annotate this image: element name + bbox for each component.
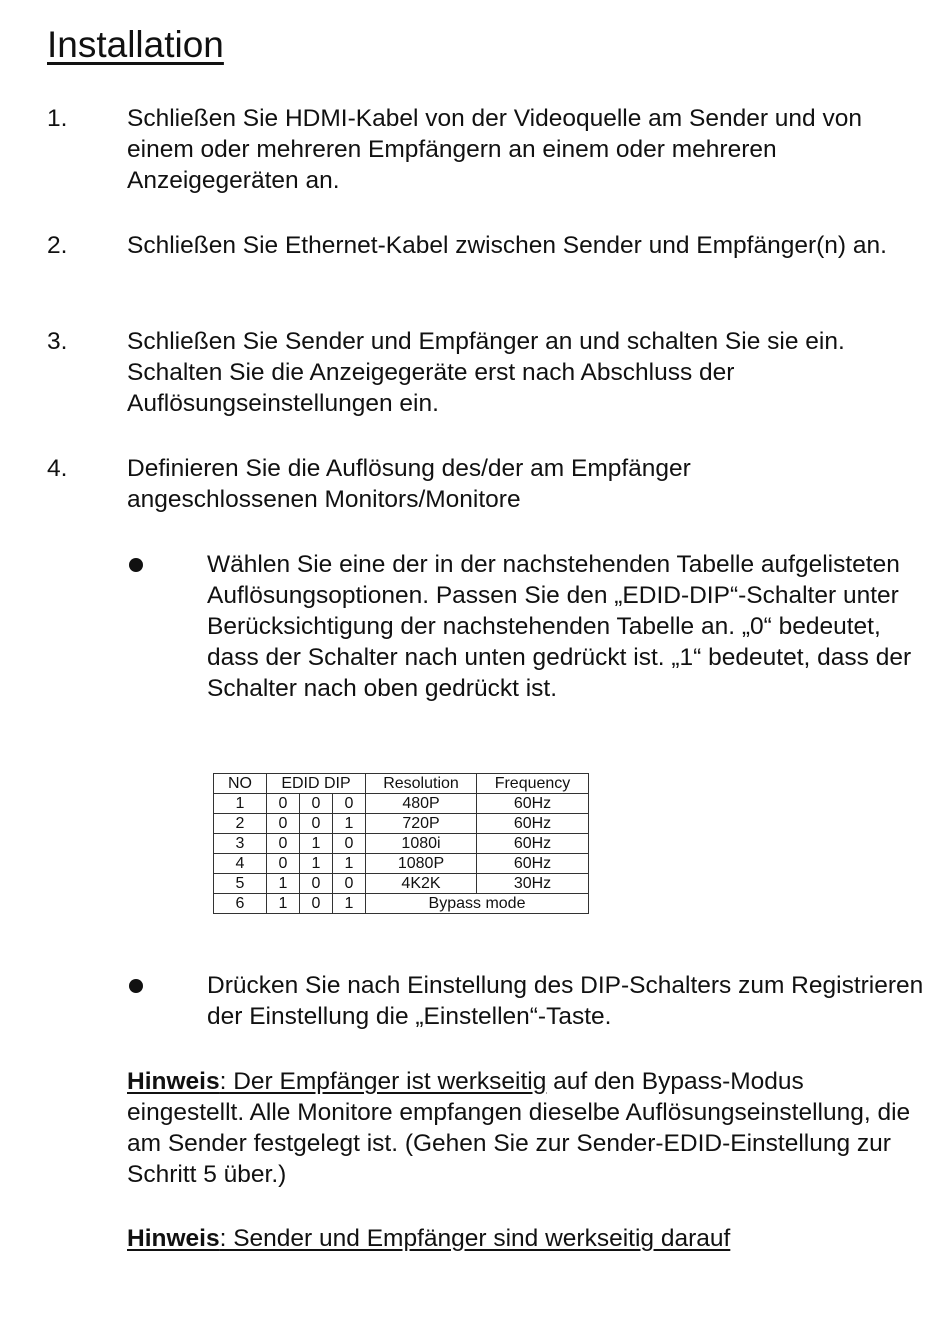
table-row (214, 834, 589, 854)
table-row (214, 814, 589, 834)
step-number: 2. (47, 232, 68, 259)
header-frequency: Frequency (477, 774, 589, 794)
table-row (214, 854, 589, 874)
note-bypass-default (127, 1066, 917, 1190)
bullet-item-dip-setting (127, 549, 927, 704)
bullet-text: Drücken Sie nach Einstellung des DIP-Schalters zum Registrieren der Einstellung die „Einstellen“-Taste. (207, 972, 924, 1030)
cell-dip-1: 0 (267, 814, 300, 834)
cell-dip-3: 1 (333, 814, 366, 834)
cell-resolution: 720P (366, 814, 477, 834)
cell-dip-3: 1 (333, 894, 366, 914)
note-label: Hinweis (127, 1225, 220, 1252)
note-underlined-text: : Der Empfänger ist werkseitig (219, 1068, 547, 1095)
cell-no: 5 (214, 874, 267, 894)
step-text: Schließen Sie HDMI-Kabel von der Videoquelle am Sender und von einem oder mehreren Empfängern an einem oder mehreren Anzeigegeräten an. (127, 105, 862, 194)
step-2 (47, 230, 927, 261)
bullet-dot-icon (129, 558, 143, 572)
cell-dip-2: 1 (300, 834, 333, 854)
cell-no: 3 (214, 834, 267, 854)
cell-dip-3: 0 (333, 874, 366, 894)
cell-no: 4 (214, 854, 267, 874)
note-text: auf den Bypass-Modus eingestellt. Alle Monitore empfangen dieselbe Auflösungseinstellung, die am Sender festgelegt ist. (Gehen Sie zur Sender-EDID-Einstellung zur Schritt 5 über.) (127, 1068, 911, 1188)
cell-frequency: 30Hz (477, 874, 589, 894)
cell-dip-2: 0 (300, 894, 333, 914)
note-factory-setting (127, 1223, 917, 1254)
cell-no: 6 (214, 894, 267, 914)
table-row (214, 874, 589, 894)
cell-frequency: 60Hz (477, 794, 589, 814)
header-resolution: Resolution (366, 774, 477, 794)
step-text: Definieren Sie die Auflösung des/der am Empfänger angeschlossenen Monitors/Monitore (127, 455, 691, 513)
step-number: 4. (47, 455, 68, 482)
header-no: NO (214, 774, 267, 794)
cell-bypass-mode: Bypass mode (366, 894, 589, 914)
cell-dip-1: 1 (267, 894, 300, 914)
cell-resolution: 480P (366, 794, 477, 814)
bullet-dot-icon (129, 979, 143, 993)
step-3 (47, 326, 927, 419)
cell-dip-1: 0 (267, 794, 300, 814)
bullet-text: Wählen Sie eine der in der nachstehenden Tabelle aufgelisteten Auflösungsoptionen. Passen Sie den „EDID-DIP“-Schalter unter Berücksichtigung der nachstehenden Tabelle an. „0“ bedeutet, dass der Schalter nach unten gedrückt ist. „1“ bedeutet, dass der Schalter nach oben gedrückt ist. (207, 551, 912, 702)
page-title: Installation (47, 24, 224, 65)
cell-dip-3: 1 (333, 854, 366, 874)
cell-no: 1 (214, 794, 267, 814)
cell-dip-1: 0 (267, 834, 300, 854)
cell-resolution: 1080i (366, 834, 477, 854)
cell-dip-3: 0 (333, 794, 366, 814)
cell-no: 2 (214, 814, 267, 834)
cell-dip-3: 0 (333, 834, 366, 854)
edid-dip-table (213, 773, 589, 914)
table-row (214, 794, 589, 814)
step-4 (47, 453, 927, 515)
step-text: Schließen Sie Ethernet-Kabel zwischen Sender und Empfänger(n) an. (127, 232, 887, 259)
cell-resolution: 4K2K (366, 874, 477, 894)
bullet-item-set-button (127, 970, 927, 1032)
cell-dip-1: 1 (267, 874, 300, 894)
step-text: Schließen Sie Sender und Empfänger an und schalten Sie sie ein. Schalten Sie die Anzeigegeräte erst nach Abschluss der Auflösungseinstellungen ein. (127, 328, 845, 417)
cell-dip-2: 0 (300, 814, 333, 834)
cell-frequency: 60Hz (477, 854, 589, 874)
cell-dip-2: 0 (300, 794, 333, 814)
header-edid-dip: EDID DIP (267, 774, 366, 794)
note-underlined-text: : Sender und Empfänger sind werkseitig darauf (219, 1225, 731, 1252)
step-number: 1. (47, 105, 68, 132)
cell-resolution: 1080P (366, 854, 477, 874)
cell-frequency: 60Hz (477, 814, 589, 834)
cell-dip-2: 1 (300, 854, 333, 874)
step-1 (47, 103, 927, 196)
cell-dip-1: 0 (267, 854, 300, 874)
table-row (214, 894, 589, 914)
note-label: Hinweis (127, 1068, 220, 1095)
step-number: 3. (47, 328, 68, 355)
cell-dip-2: 0 (300, 874, 333, 894)
cell-frequency: 60Hz (477, 834, 589, 854)
table-header-row (214, 774, 589, 794)
